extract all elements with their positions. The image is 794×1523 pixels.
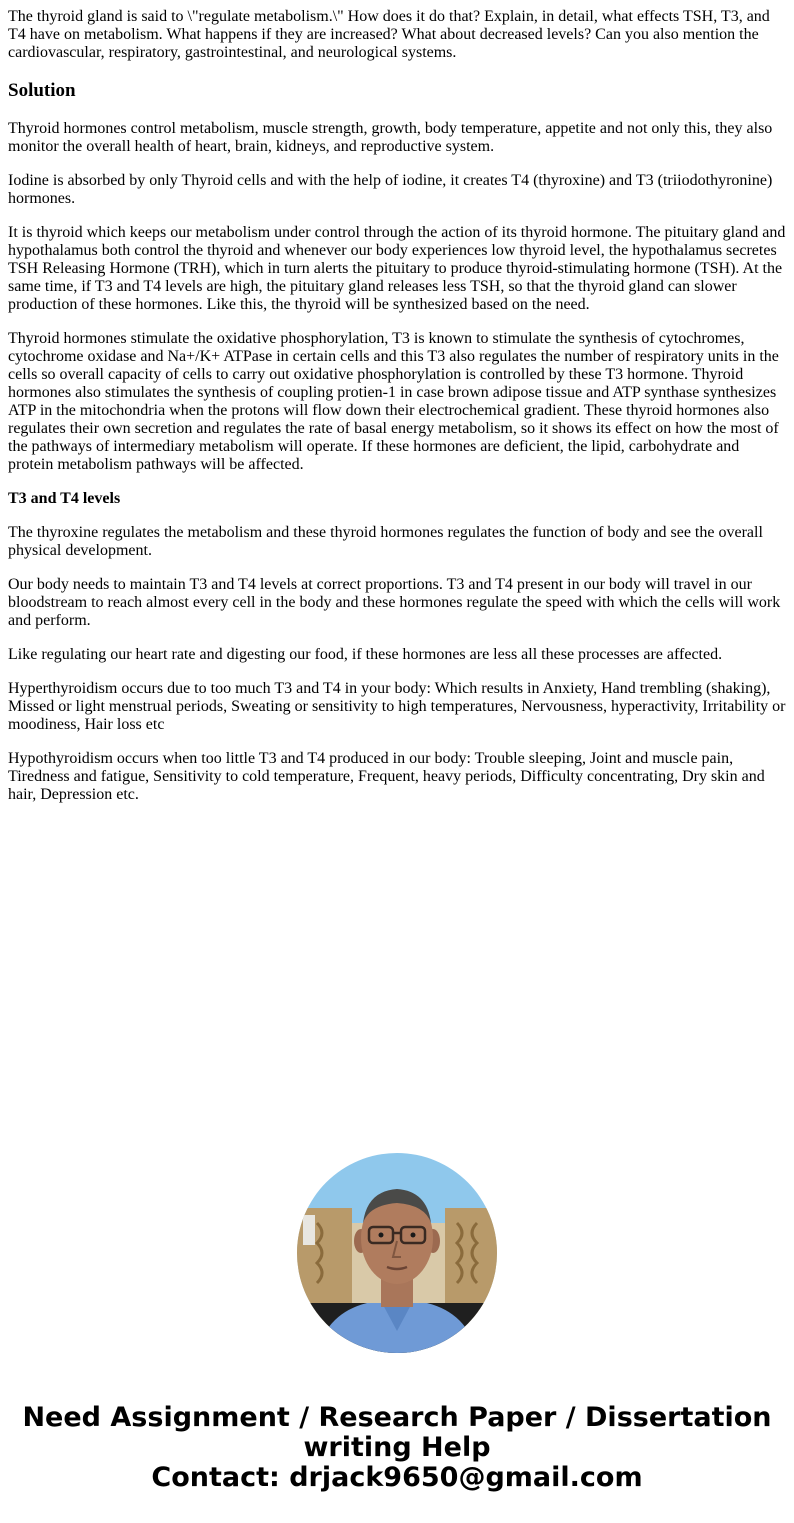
banner-line: Need Assignment / Research Paper / Dissertation bbox=[22, 1402, 772, 1433]
paragraph: Like regulating our heart rate and digesting our food, if these hormones are less all these processes are affected. bbox=[8, 646, 723, 663]
solution-heading: Solution bbox=[8, 80, 76, 101]
question-text: The thyroid gland is said to \"regulate metabolism.\" How does it do that? Explain, in detail, what effects TSH, T3, and T4 have on metabolism. What happens if they are increased? What about decreased levels? Can you also mention the cardiovascular, respiratory, gastrointestinal, and neurological systems. bbox=[8, 8, 770, 61]
paragraph: Hypothyroidism occurs when too little T3 and T4 produced in our body: Trouble sleeping, Joint and muscle pain, Tiredness and fatigue, Sensitivity to cold temperature, Frequent, heavy periods, Difficulty concentrating, Dry skin and hair, Depression etc. bbox=[8, 750, 765, 803]
banner-line: writing Help bbox=[303, 1432, 491, 1463]
author-portrait-image bbox=[297, 1153, 497, 1353]
paragraph: Hyperthyroidism occurs due to too much T3 and T4 in your body: Which results in Anxiety, Hand trembling (shaking), Missed or light menstrual periods, Sweating or sensitivity to high temperatures, Nervousness, hyperactivity, Irritability or moodiness, Hair loss etc bbox=[8, 680, 786, 733]
paragraph: It is thyroid which keeps our metabolism under control through the action of its thyroid hormone. The pituitary gland and hypothalamus both control the thyroid and whenever our body experiences low thyroid level, the hypothalamus secretes TSH Releasing Hormone (TRH), which in turn alerts the pituitary to produce thyroid-stimulating hormone (TSH). At the same time, if T3 and T4 levels are high, the pituitary gland releases less TSH, so that the thyroid gland can slower production of these hormones. Like this, the thyroid will be synthesized based on the need. bbox=[8, 224, 786, 313]
paragraph: Iodine is absorbed by only Thyroid cells and with the help of iodine, it creates T4 (thyroxine) and T3 (triiodothyronine) hormones. bbox=[8, 172, 773, 207]
paragraph: Thyroid hormones control metabolism, muscle strength, growth, body temperature, appetite and not only this, they also monitor the overall health of heart, brain, kidneys, and reproductive system. bbox=[8, 120, 773, 155]
author-avatar bbox=[297, 1153, 497, 1353]
assignment-help-banner bbox=[0, 1403, 794, 1493]
section-subheading: T3 and T4 levels bbox=[8, 490, 121, 507]
paragraph: Thyroid hormones stimulate the oxidative phosphorylation, T3 is known to stimulate the synthesis of cytochromes, cytochrome oxidase and Na+/K+ ATPase in certain cells and this T3 also regulates the number of respiratory units in the cells so overall capacity of cells to carry out oxidative phosphorylation is controlled by these T3 hormone. Thyroid hormones also stimulates the synthesis of coupling protien-1 in case brown adipose tissue and ATP synthase synthesizes ATP in the mitochondria when the protons will flow down their electrochemical gradient. These thyroid hormones also regulates their own secretion and regulates the rate of basal energy metabolism, so it shows its effect on how the most of the pathways of intermediary metabolism will operate. If these hormones are deficient, the lipid, carbohydrate and protein metabolism pathways will be affected. bbox=[8, 330, 779, 473]
article bbox=[8, 8, 788, 820]
contact-email: Contact: drjack9650@gmail.com bbox=[151, 1462, 643, 1493]
paragraph: The thyroxine regulates the metabolism and these thyroid hormones regulates the function of body and see the overall physical development. bbox=[8, 524, 763, 559]
paragraph: Our body needs to maintain T3 and T4 levels at correct proportions. T3 and T4 present in our body will travel in our bloodstream to reach almost every cell in the body and these hormones regulate the speed with which the cells will work and perform. bbox=[8, 576, 781, 629]
